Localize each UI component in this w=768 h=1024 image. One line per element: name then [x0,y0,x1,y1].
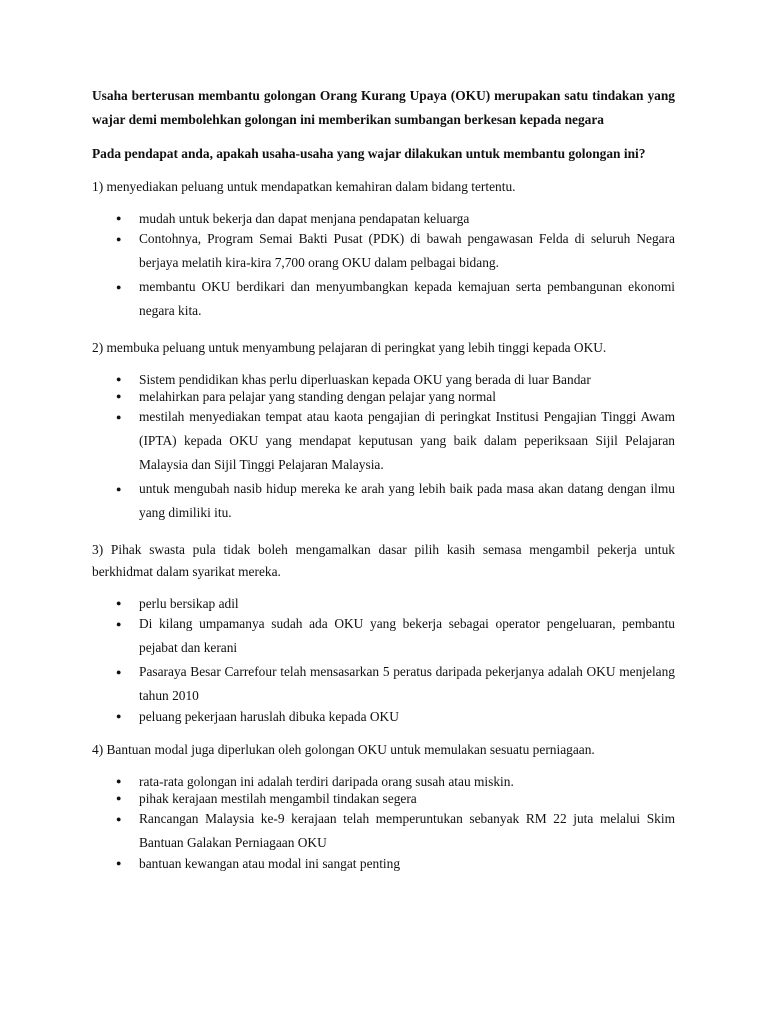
list-item: ● untuk mengubah nasib hidup mereka ke arah yang lebih baik pada masa akan datang dengan ilmu yang dimiliki itu. [92,477,675,525]
list-item: ● Pasaraya Besar Carrefour telah mensasarkan 5 peratus daripada pekerjanya adalah OKU menjelang tahun 2010 [92,660,675,708]
section-2-title: 2) membuka peluang untuk menyambung pelajaran di peringkat yang lebih tinggi kepada OKU. [92,340,607,355]
list-item: ● pihak kerajaan mestilah mengambil tindakan segera [116,791,417,806]
section-1-title: 1) menyediakan peluang untuk mendapatkan kemahiran dalam bidang tertentu. [92,179,516,194]
list-item: ● Sistem pendidikan khas perlu diperluaskan kepada OKU yang berada di luar Bandar [116,372,591,387]
bullet-icon: ● [116,412,122,422]
bullet-icon: ● [116,776,122,786]
section-1-list [92,210,675,323]
bullet-icon: ● [116,667,122,677]
heading-statement: Usaha berterusan membantu golongan Orang Kurang Upaya (OKU) merupakan satu tindakan yang wajar demi membolehkan golongan ini memberikan sumbangan berkesan kepada negara [92,88,675,127]
bullet-icon: ● [116,234,122,244]
list-item: ● Contohnya, Program Semai Bakti Pusat (PDK) di bawah pengawasan Felda di seluruh Negara berjaya melatih kira-kira 7,700 orang OKU dalam pelbagai bidang. [92,227,675,275]
list-item: ● mestilah menyediakan tempat atau kaota pengajian di peringkat Institusi Pengajian Tinggi Awam (IPTA) kepada OKU yang mendapat keputusan yang baik dalam peperiksaan Sijil Pelajaran Malaysia dan Sijil Tinggi Pelajaran Malaysia. [92,405,675,477]
bullet-icon: ● [116,858,122,868]
section-3-title: 3) Pihak swasta pula tidak boleh mengamalkan dasar pilih kasih semasa mengambil pekerja untuk berkhidmat dalam syarikat mereka. [92,542,675,579]
list-item: ● Rancangan Malaysia ke-9 kerajaan telah memperuntukan sebanyak RM 22 juta melalui Skim Bantuan Galakan Perniagaan OKU [92,807,675,855]
section-4-list [92,773,675,872]
section-3-list [92,595,675,725]
heading-question: Pada pendapat anda, apakah usaha-usaha yang wajar dilakukan untuk membantu golongan ini? [92,146,646,161]
document-body [92,84,675,886]
bullet-icon: ● [116,391,122,401]
list-item: ● bantuan kewangan atau modal ini sangat penting [116,856,401,871]
bullet-icon: ● [116,793,122,803]
list-item: ● perlu bersikap adil [116,596,239,611]
bullet-icon: ● [116,484,122,494]
list-item: ● melahirkan para pelajar yang standing dengan pelajar yang normal [116,389,496,404]
list-item: ● rata-rata golongan ini adalah terdiri daripada orang susah atau miskin. [116,774,514,789]
bullet-icon: ● [116,814,122,824]
list-item: ● membantu OKU berdikari dan menyumbangkan kepada kemajuan serta pembangunan ekonomi negara kita. [92,275,675,323]
bullet-icon: ● [116,619,122,629]
list-item: ● peluang pekerjaan haruslah dibuka kepada OKU [116,709,399,724]
bullet-icon: ● [116,282,122,292]
bullet-icon: ● [116,598,122,608]
section-2-list [92,371,675,525]
list-item: ● Di kilang umpamanya sudah ada OKU yang bekerja sebagai operator pengeluaran, pembantu pejabat dan kerani [92,612,675,660]
bullet-icon: ● [116,213,122,223]
list-item: ● mudah untuk bekerja dan dapat menjana pendapatan keluarga [116,211,470,226]
bullet-icon: ● [116,711,122,721]
bullet-icon: ● [116,374,122,384]
section-4-title: 4) Bantuan modal juga diperlukan oleh golongan OKU untuk memulakan sesuatu perniagaan. [92,742,595,757]
